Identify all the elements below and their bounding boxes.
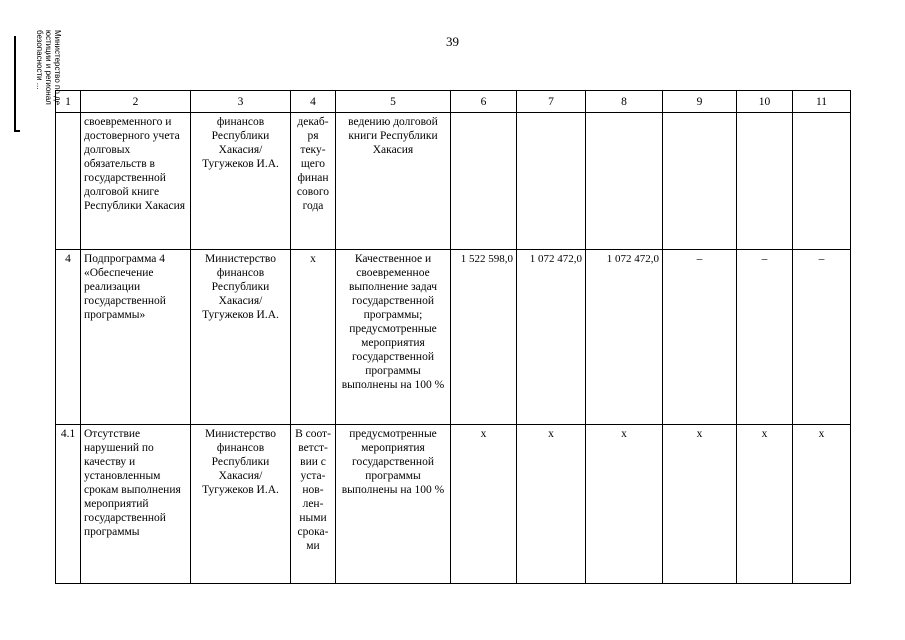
header-cell: 4 <box>291 91 336 113</box>
row-number-cell: 4.1 <box>56 425 81 584</box>
stamp-bar <box>14 36 16 132</box>
side-stamp <box>14 30 62 138</box>
value-cell: 1 072 472,0 <box>517 250 586 425</box>
result-cell: Качественное и своевременное выполнение задач государственной программы; предусмотренные мероприятия государственной программы выполнены на 100 % <box>336 250 451 425</box>
stamp-line-3: безопасности ... <box>35 30 44 90</box>
value-cell: 1 522 598,0 <box>451 250 517 425</box>
deadline-cell: В соот-ветст-вии с уста-нов-лен-ными срока-ми <box>291 425 336 584</box>
value-cell: – <box>663 250 737 425</box>
responsible-cell: финансов Республики Хакасия/ Тугужеков И.А. <box>191 113 291 250</box>
header-cell: 2 <box>81 91 191 113</box>
stamp-line-1: Министерство по де <box>53 30 62 106</box>
stamp-line-2: юстиции и регионал <box>44 30 53 105</box>
value-cell <box>793 113 851 250</box>
deadline-cell: декаб-ря теку-щего финан сового года <box>291 113 336 250</box>
event-name-cell: Отсутствие нарушений по качеству и установленным срокам выполнения мероприятий государственной программы <box>81 425 191 584</box>
row-number-cell: 4 <box>56 250 81 425</box>
responsible-cell: Министерство финансов Республики Хакасия/ Тугужеков И.А. <box>191 425 291 584</box>
program-table <box>55 90 851 584</box>
header-cell: 5 <box>336 91 451 113</box>
header-cell: 3 <box>191 91 291 113</box>
value-cell: – <box>793 250 851 425</box>
header-cell: 1 <box>56 91 81 113</box>
header-cell: 10 <box>737 91 793 113</box>
table-row <box>56 425 851 584</box>
value-cell <box>451 113 517 250</box>
header-cell: 11 <box>793 91 851 113</box>
value-cell <box>586 113 663 250</box>
table-row <box>56 113 851 250</box>
page-number: 39 <box>446 34 459 49</box>
header-cell: 6 <box>451 91 517 113</box>
value-cell: х <box>663 425 737 584</box>
event-name-cell: своевременного и достоверного учета долговых обязательств в государственной долговой книге Республики Хакасия <box>81 113 191 250</box>
stamp-tick <box>14 130 20 132</box>
value-cell: 1 072 472,0 <box>586 250 663 425</box>
result-cell: ведению долговой книги Республики Хакасия <box>336 113 451 250</box>
value-cell: – <box>737 250 793 425</box>
value-cell: х <box>517 425 586 584</box>
responsible-cell: Министерство финансов Республики Хакасия/ Тугужеков И.А. <box>191 250 291 425</box>
value-cell <box>737 113 793 250</box>
table-row <box>56 250 851 425</box>
value-cell <box>517 113 586 250</box>
header-row <box>56 91 851 113</box>
header-cell: 8 <box>586 91 663 113</box>
header-cell: 7 <box>517 91 586 113</box>
value-cell: х <box>586 425 663 584</box>
result-cell: предусмотренные мероприятия государственной программы выполнены на 100 % <box>336 425 451 584</box>
header-cell: 9 <box>663 91 737 113</box>
value-cell: х <box>737 425 793 584</box>
row-number-cell <box>56 113 81 250</box>
value-cell <box>663 113 737 250</box>
value-cell: х <box>793 425 851 584</box>
event-name-cell: Подпрограмма 4 «Обеспечение реализации государственной программы» <box>81 250 191 425</box>
value-cell: х <box>451 425 517 584</box>
deadline-cell: х <box>291 250 336 425</box>
